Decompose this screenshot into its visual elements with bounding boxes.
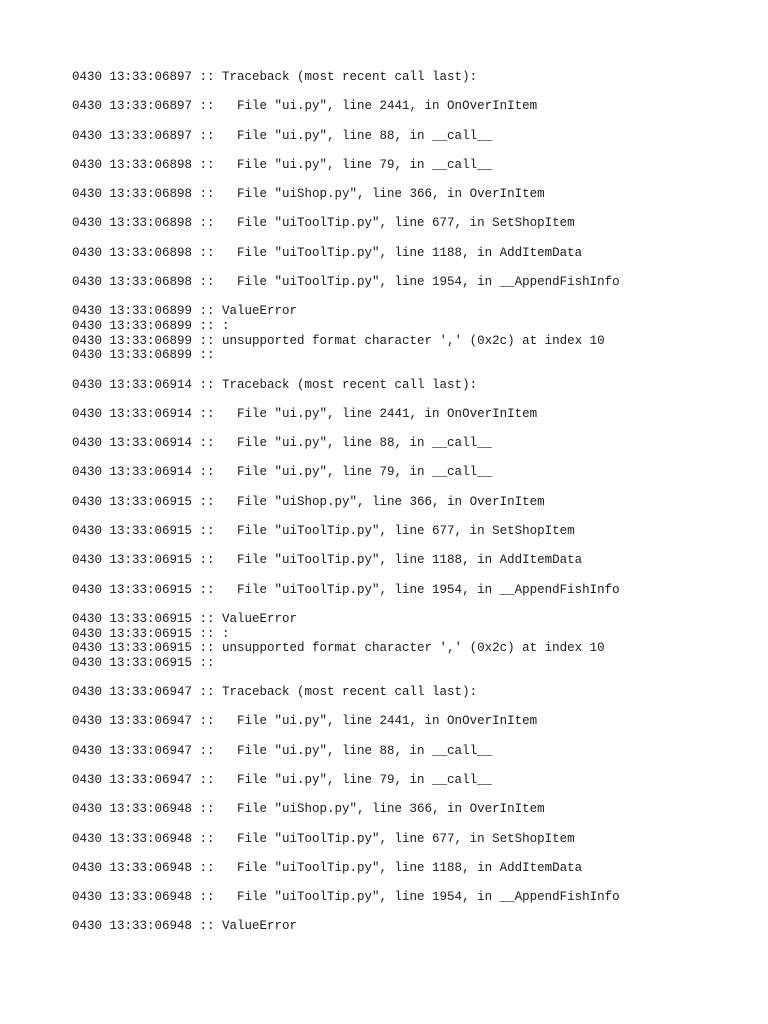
log-line: 0430 13:33:06947 :: File "ui.py", line 2441, in OnOverInItem	[72, 714, 538, 729]
log-line: 0430 13:33:06915 :: File "uiToolTip.py", line 1954, in __AppendFishInfo	[72, 582, 620, 597]
log-line: 0430 13:33:06915 :: File "uiToolTip.py", line 677, in SetShopItem	[72, 524, 575, 538]
log-line: 0430 13:33:06948 :: File "uiToolTip.py", line 1954, in __AppendFishInfo	[72, 890, 620, 905]
log-line: 0430 13:33:06898 :: File "uiShop.py", line 366, in OverInItem	[72, 187, 545, 202]
log-line: 0430 13:33:06915 :: :	[72, 626, 230, 641]
log-line: 0430 13:33:06898 :: File "uiToolTip.py", line 677, in SetShopItem	[72, 216, 575, 231]
error-log	[72, 70, 752, 934]
log-line: 0430 13:33:06914 :: File "ui.py", line 88, in __call__	[72, 436, 493, 451]
log-line: 0430 13:33:06915 :: ValueError	[72, 611, 298, 626]
log-line: 0430 13:33:06898 :: File "uiToolTip.py", line 1188, in AddItemData	[72, 245, 583, 260]
log-line: 0430 13:33:06897 :: File "ui.py", line 2441, in OnOverInItem	[72, 99, 538, 114]
log-line: 0430 13:33:06897 :: File "ui.py", line 88, in __call__	[72, 128, 493, 143]
log-line: 0430 13:33:06899 ::	[72, 348, 215, 363]
log-line: 0430 13:33:06914 :: Traceback (most recent call last):	[72, 377, 478, 392]
log-line: 0430 13:33:06947 :: Traceback (most recent call last):	[72, 685, 478, 700]
log-line: 0430 13:33:06915 :: File "uiToolTip.py", line 1188, in AddItemData	[72, 553, 583, 568]
log-line: 0430 13:33:06915 ::	[72, 655, 215, 670]
log-line: 0430 13:33:06914 :: File "ui.py", line 79, in __call__	[72, 465, 493, 480]
log-line: 0430 13:33:06948 :: File "uiToolTip.py", line 677, in SetShopItem	[72, 831, 575, 846]
log-line: 0430 13:33:06915 :: unsupported format character ',' (0x2c) at index 10	[72, 641, 605, 656]
log-line: 0430 13:33:06899 :: unsupported format character ',' (0x2c) at index 10	[72, 333, 605, 348]
log-line: 0430 13:33:06898 :: File "uiToolTip.py", line 1954, in __AppendFishInfo	[72, 274, 620, 289]
log-line: 0430 13:33:06897 :: Traceback (most recent call last):	[72, 70, 478, 84]
log-line: 0430 13:33:06899 :: ValueError	[72, 304, 298, 319]
log-line: 0430 13:33:06915 :: File "uiShop.py", line 366, in OverInItem	[72, 494, 545, 509]
log-line: 0430 13:33:06948 :: File "uiShop.py", line 366, in OverInItem	[72, 802, 545, 817]
log-line: 0430 13:33:06914 :: File "ui.py", line 2441, in OnOverInItem	[72, 406, 538, 421]
log-line: 0430 13:33:06898 :: File "ui.py", line 79, in __call__	[72, 157, 493, 172]
log-line: 0430 13:33:06948 :: File "uiToolTip.py", line 1188, in AddItemData	[72, 860, 583, 875]
log-line: 0430 13:33:06899 :: :	[72, 318, 230, 333]
log-line: 0430 13:33:06947 :: File "ui.py", line 88, in __call__	[72, 743, 493, 758]
log-line: 0430 13:33:06948 :: ValueError	[72, 919, 298, 934]
log-line: 0430 13:33:06947 :: File "ui.py", line 79, in __call__	[72, 773, 493, 788]
